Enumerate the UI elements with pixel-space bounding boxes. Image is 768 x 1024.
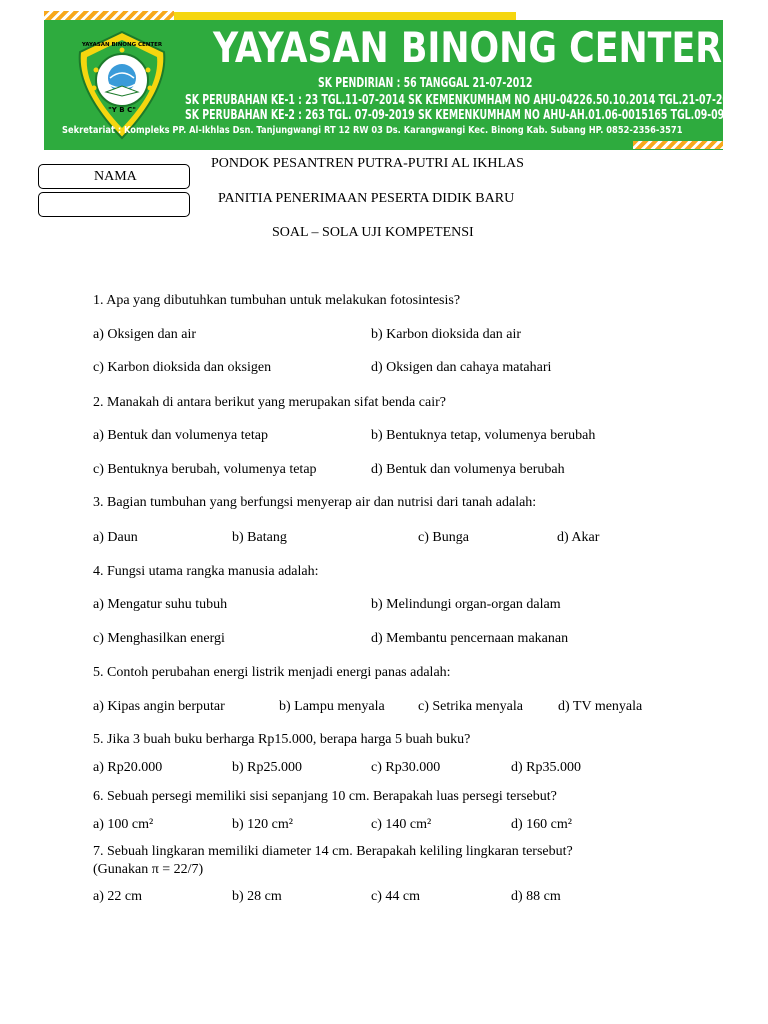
question-4-option-d: d) Membantu pencernaan makanan — [371, 631, 569, 646]
question-2-option-c: c) Bentuknya berubah, volumenya tetap — [93, 462, 317, 477]
question-7: 7. Sebuah lingkaran memiliki diameter 14 cm. Berapakah keliling lingkaran tersebut? — [93, 844, 573, 859]
question-3-option-c: c) Bunga — [418, 530, 469, 545]
logo-arc-text: YAYASAN BINONG CENTER — [81, 42, 163, 48]
question-4: 4. Fungsi utama rangka manusia adalah: — [93, 564, 319, 579]
question-2-option-d: d) Bentuk dan volumenya berubah — [371, 462, 565, 477]
question-3-option-b: b) Batang — [232, 530, 287, 545]
question-5-option-b: b) Lampu menyala — [279, 699, 385, 714]
decree-amendment-1: SK PERUBAHAN KE-1 : 23 TGL.11-07-2014 SK KEMENKUMHAM NO AHU-04226.50.10.2014 TGL.21-07-2014 — [185, 93, 742, 108]
header-accent-bar — [174, 12, 516, 20]
question-5b-option-b: b) Rp25.000 — [232, 760, 302, 775]
question-3-option-d: d) Akar — [557, 530, 600, 545]
secretariat-address: Sekretariat : Kompleks PP. Al-Ikhlas Dsn. Tanjungwangi RT 12 RW 03 Ds. Karangwangi Kec. Binong Kab. Subang HP. 0852-2356-3571 — [62, 125, 683, 136]
school-title: PONDOK PESANTREN PUTRA-PUTRI AL IKHLAS — [211, 156, 524, 171]
header-stripe-top — [44, 11, 174, 20]
decree-founding: SK PENDIRIAN : 56 TANGGAL 21-07-2012 — [318, 76, 533, 91]
name-label-box — [38, 164, 190, 189]
question-7-hint: (Gunakan π = 22/7) — [93, 862, 204, 877]
question-5b-option-a: a) Rp20.000 — [93, 760, 163, 775]
question-1-option-b: b) Karbon dioksida dan air — [371, 327, 522, 342]
question-7-option-c: c) 44 cm — [371, 889, 420, 904]
question-6: 6. Sebuah persegi memiliki sisi sepanjang 10 cm. Berapakah luas persegi tersebut? — [93, 789, 557, 804]
question-5-option-d: d) TV menyala — [558, 699, 643, 714]
question-4-option-b: b) Melindungi organ-organ dalam — [371, 597, 561, 612]
question-3: 3. Bagian tumbuhan yang berfungsi menyerap air dan nutrisi dari tanah adalah: — [93, 495, 537, 510]
question-2-option-a: a) Bentuk dan volumenya tetap — [93, 428, 268, 443]
question-5b-option-d: d) Rp35.000 — [511, 760, 581, 775]
foundation-title: YAYASAN BINONG CENTER — [213, 23, 723, 72]
name-label: NAMA — [94, 169, 137, 184]
question-6-option-d: d) 160 cm² — [511, 817, 572, 832]
question-7-option-b: b) 28 cm — [232, 889, 282, 904]
question-5: 5. Contoh perubahan energi listrik menjadi energi panas adalah: — [93, 665, 451, 680]
question-2: 2. Manakah di antara berikut yang merupakan sifat benda cair? — [93, 395, 446, 410]
question-6-option-b: b) 120 cm² — [232, 817, 293, 832]
question-5b-option-c: c) Rp30.000 — [371, 760, 441, 775]
question-7-option-a: a) 22 cm — [93, 889, 142, 904]
exam-title: SOAL – SOLA UJI KOMPETENSI — [272, 225, 474, 240]
header-stripe-bottom — [633, 141, 723, 149]
question-4-option-c: c) Menghasilkan energi — [93, 631, 225, 646]
question-6-option-c: c) 140 cm² — [371, 817, 432, 832]
committee-title: PANITIA PENERIMAAN PESERTA DIDIK BARU — [218, 191, 515, 206]
question-5-option-c: c) Setrika menyala — [418, 699, 523, 714]
question-5b: 5. Jika 3 buah buku berharga Rp15.000, berapa harga 5 buah buku? — [93, 732, 471, 747]
question-1: 1. Apa yang dibutuhkan tumbuhan untuk melakukan fotosintesis? — [93, 293, 461, 308]
question-1-option-c: c) Karbon dioksida dan oksigen — [93, 360, 272, 375]
name-field[interactable] — [38, 192, 190, 217]
question-4-option-a: a) Mengatur suhu tubuh — [93, 597, 228, 612]
question-1-option-d: d) Oksigen dan cahaya matahari — [371, 360, 552, 375]
question-7-option-d: d) 88 cm — [511, 889, 561, 904]
decree-amendment-2: SK PERUBAHAN KE-2 : 263 TGL. 07-09-2019 SK KEMENKUMHAM NO AHU-AH.01.06-0015165 TGL.09-09-2019 — [185, 108, 755, 123]
question-2-option-b: b) Bentuknya tetap, volumenya berubah — [371, 428, 596, 443]
question-1-option-a: a) Oksigen dan air — [93, 327, 197, 342]
logo-center-text: "Y B C" — [108, 106, 136, 114]
question-3-option-a: a) Daun — [93, 530, 138, 545]
question-6-option-a: a) 100 cm² — [93, 817, 154, 832]
question-5-option-a: a) Kipas angin berputar — [93, 699, 225, 714]
